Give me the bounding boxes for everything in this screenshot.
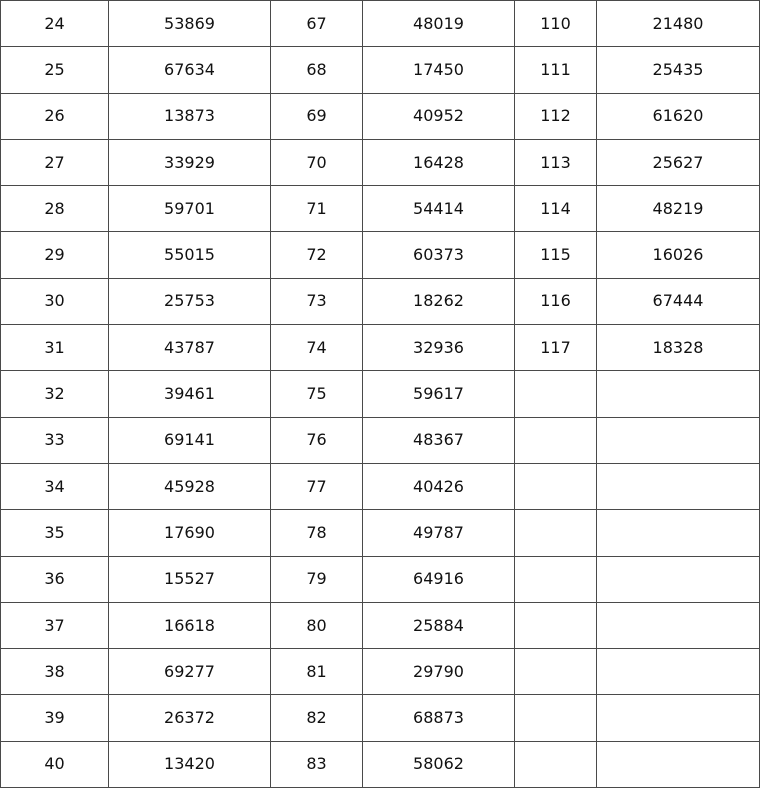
value-cell: 67444 (597, 278, 760, 324)
row-index-cell: 110 (515, 1, 597, 47)
row-index-cell: 39 (1, 695, 109, 741)
row-index-cell: 74 (271, 325, 363, 371)
table-row (1, 556, 760, 602)
row-index-cell (515, 417, 597, 463)
value-cell: 15527 (109, 556, 271, 602)
value-cell (597, 741, 760, 787)
table-row (1, 463, 760, 509)
row-index-cell: 67 (271, 1, 363, 47)
value-cell: 26372 (109, 695, 271, 741)
row-index-cell: 25 (1, 47, 109, 93)
row-index-cell (515, 556, 597, 602)
value-cell: 16428 (363, 139, 515, 185)
table-row (1, 371, 760, 417)
value-cell: 18262 (363, 278, 515, 324)
table-row (1, 510, 760, 556)
value-cell: 29790 (363, 649, 515, 695)
value-cell: 48219 (597, 186, 760, 232)
value-cell (597, 602, 760, 648)
value-cell: 67634 (109, 47, 271, 93)
table-row (1, 47, 760, 93)
value-cell: 18328 (597, 325, 760, 371)
row-index-cell: 113 (515, 139, 597, 185)
value-cell: 69141 (109, 417, 271, 463)
table-body (1, 1, 760, 788)
value-cell (597, 417, 760, 463)
table-row (1, 741, 760, 787)
value-cell: 16026 (597, 232, 760, 278)
value-cell: 53869 (109, 1, 271, 47)
row-index-cell: 35 (1, 510, 109, 556)
row-index-cell: 32 (1, 371, 109, 417)
row-index-cell: 76 (271, 417, 363, 463)
value-cell: 13420 (109, 741, 271, 787)
row-index-cell: 112 (515, 93, 597, 139)
row-index-cell: 34 (1, 463, 109, 509)
row-index-cell: 116 (515, 278, 597, 324)
value-cell (597, 556, 760, 602)
row-index-cell: 73 (271, 278, 363, 324)
value-cell: 32936 (363, 325, 515, 371)
value-cell: 40426 (363, 463, 515, 509)
row-index-cell: 28 (1, 186, 109, 232)
value-cell: 13873 (109, 93, 271, 139)
table-row (1, 278, 760, 324)
value-cell: 48367 (363, 417, 515, 463)
value-cell: 17690 (109, 510, 271, 556)
value-cell: 49787 (363, 510, 515, 556)
table-row (1, 695, 760, 741)
value-cell: 64916 (363, 556, 515, 602)
row-index-cell (515, 510, 597, 556)
row-index-cell: 70 (271, 139, 363, 185)
value-cell: 43787 (109, 325, 271, 371)
row-index-cell: 111 (515, 47, 597, 93)
row-index-cell: 115 (515, 232, 597, 278)
value-cell: 16618 (109, 602, 271, 648)
row-index-cell: 78 (271, 510, 363, 556)
value-cell: 59701 (109, 186, 271, 232)
row-index-cell: 79 (271, 556, 363, 602)
table-row (1, 1, 760, 47)
row-index-cell (515, 463, 597, 509)
table-row (1, 93, 760, 139)
row-index-cell: 75 (271, 371, 363, 417)
value-cell: 33929 (109, 139, 271, 185)
row-index-cell: 24 (1, 1, 109, 47)
value-cell (597, 649, 760, 695)
row-index-cell: 26 (1, 93, 109, 139)
table-row (1, 232, 760, 278)
row-index-cell: 33 (1, 417, 109, 463)
row-index-cell (515, 371, 597, 417)
value-cell: 60373 (363, 232, 515, 278)
value-cell: 54414 (363, 186, 515, 232)
table-row (1, 139, 760, 185)
row-index-cell: 81 (271, 649, 363, 695)
row-index-cell: 77 (271, 463, 363, 509)
value-cell: 58062 (363, 741, 515, 787)
table-row (1, 649, 760, 695)
row-index-cell: 69 (271, 93, 363, 139)
value-cell: 21480 (597, 1, 760, 47)
value-cell (597, 510, 760, 556)
value-cell: 48019 (363, 1, 515, 47)
table-row (1, 417, 760, 463)
value-cell: 55015 (109, 232, 271, 278)
value-cell: 69277 (109, 649, 271, 695)
value-cell: 68873 (363, 695, 515, 741)
row-index-cell: 30 (1, 278, 109, 324)
row-index-cell (515, 695, 597, 741)
row-index-cell: 82 (271, 695, 363, 741)
row-index-cell: 27 (1, 139, 109, 185)
row-index-cell: 38 (1, 649, 109, 695)
table-row (1, 602, 760, 648)
row-index-cell (515, 741, 597, 787)
value-cell (597, 463, 760, 509)
table-row (1, 325, 760, 371)
row-index-cell: 83 (271, 741, 363, 787)
row-index-cell (515, 649, 597, 695)
row-index-cell: 36 (1, 556, 109, 602)
value-cell: 25753 (109, 278, 271, 324)
value-cell: 25627 (597, 139, 760, 185)
value-cell: 40952 (363, 93, 515, 139)
value-cell (597, 695, 760, 741)
row-index-cell: 72 (271, 232, 363, 278)
row-index-cell: 40 (1, 741, 109, 787)
value-cell (597, 371, 760, 417)
row-index-cell: 114 (515, 186, 597, 232)
value-cell: 59617 (363, 371, 515, 417)
row-index-cell (515, 602, 597, 648)
row-index-cell: 37 (1, 602, 109, 648)
row-index-cell: 71 (271, 186, 363, 232)
row-index-cell: 29 (1, 232, 109, 278)
value-cell: 61620 (597, 93, 760, 139)
value-cell: 25884 (363, 602, 515, 648)
row-index-cell: 31 (1, 325, 109, 371)
row-index-cell: 80 (271, 602, 363, 648)
value-cell: 17450 (363, 47, 515, 93)
row-index-cell: 117 (515, 325, 597, 371)
value-cell: 45928 (109, 463, 271, 509)
row-index-cell: 68 (271, 47, 363, 93)
value-cell: 25435 (597, 47, 760, 93)
table-row (1, 186, 760, 232)
value-cell: 39461 (109, 371, 271, 417)
